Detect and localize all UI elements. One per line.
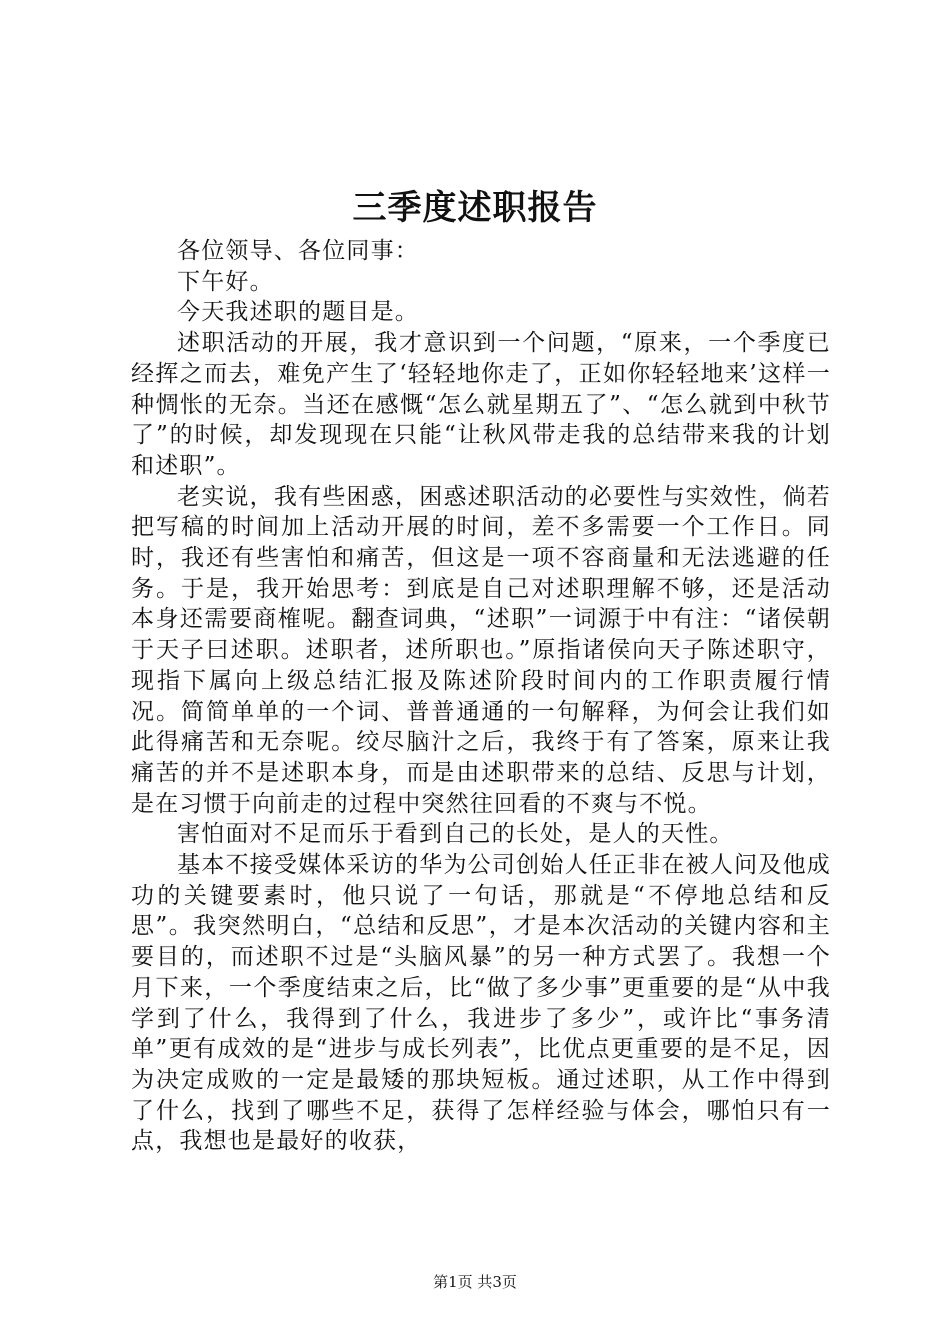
paragraph-salutation: 下午好。 xyxy=(177,268,274,295)
page-footer: 第1页 共3页 xyxy=(433,1273,517,1291)
document-title: 三季度述职报告 xyxy=(352,188,598,228)
paragraph-body: 老实说，我有些困惑，困惑述职活动的必要性与实效性，倘若把写稿的时间加上活动开展的时间，差不多需要一个工作日。同时，我还有些害怕和痛苦，但这是一项不容商量和无法逃避的任务。于是，我开始思考：到底是自己对述职理解不够，还是活动本身还需要商榷呢。翻查词典，“述职”一词源于中有注：“诸侯朝于天子曰述职。述职者，述所职也。”原指诸侯向天子陈述职守，现指下属向上级总结汇报及陈述阶段时间内的工作职责履行情况。简简单单的一个词、普普通通的一句解释，为何会让我们如此得痛苦和无奈呢。绞尽脑汁之后，我终于有了答案，原来让我痛苦的并不是述职本身，而是由述职带来的总结、反思与计划，是在习惯于向前走的过程中突然往回看的不爽与不悦。 xyxy=(131,483,831,817)
paragraph-greeting: 各位领导、各位同事： xyxy=(177,238,419,264)
paragraph-body: 害怕面对不足而乐于看到自己的长处，是人的天性。 xyxy=(177,821,734,848)
document-body xyxy=(131,236,831,1157)
paragraph-body: 基本不接受媒体采访的华为公司创始人任正非在被人问及他成功的关键要素时，他只说了一句话，那就是“不停地总结和反思”。我突然明白，“总结和反思”，才是本次活动的关键内容和主要目的，而述职不过是“头脑风暴”的另一种方式罢了。我想一个月下来，一个季度结束之后，比“做了多少事”更重要的是“从中我学到了什么，我得到了什么，我进步了多少”，或许比“事务清单”更有成效的是“进步与成长列表”，比优点更重要的是不足，因为决定成败的一定是最矮的那块短板。通过述职，从工作中得到了什么，找到了哪些不足，获得了怎样经验与体会，哪怕只有一点，我想也是最好的收获， xyxy=(131,852,831,1155)
paragraph-topic: 今天我述职的题目是。 xyxy=(177,299,419,326)
paragraph-body: 述职活动的开展，我才意识到一个问题，“原来，一个季度已经挥之而去，难免产生了‘轻轻地你走了，正如你轻轻地来’这样一种惆怅的无奈。当还在感慨“怎么就星期五了”、“怎么就到中秋节了”的时候，却发现现在只能“让秋风带走我的总结带来我的计划和述职”。 xyxy=(131,330,831,479)
